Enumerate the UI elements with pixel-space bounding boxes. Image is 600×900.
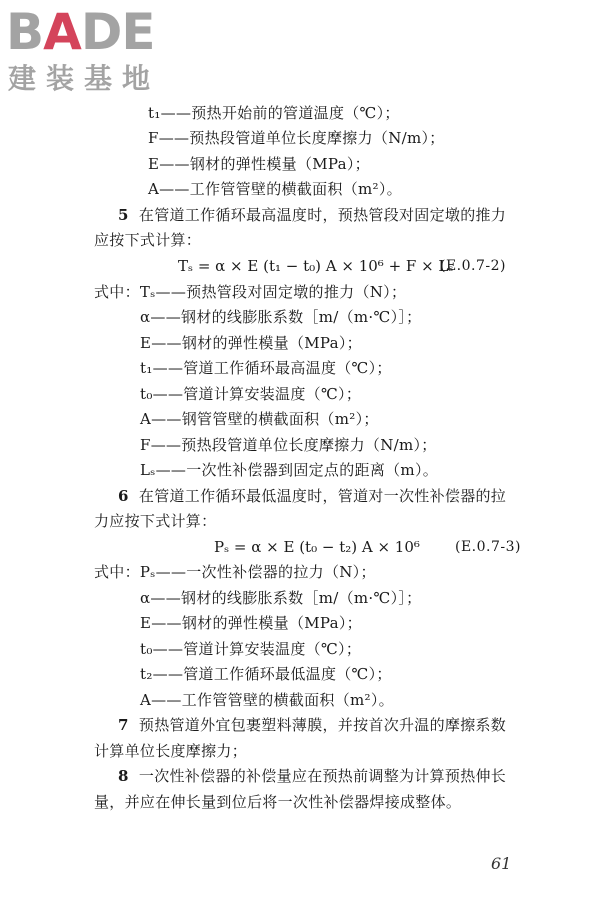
definition-line: A——工作管管壁的横截面积（m²）。 [140, 691, 394, 709]
formula-e073: Pₛ = α × E (t₀ − t₂) A × 10⁶ [214, 538, 420, 556]
definition-line: t₁——预热开始前的管道温度（℃）； [148, 104, 400, 122]
page-number: 61 [491, 854, 512, 873]
bade-logo [6, 2, 176, 102]
definition-line: E——钢材的弹性模量（MPa）； [140, 334, 362, 352]
definition-line: A——工作管管壁的横截面积（m²）。 [148, 180, 402, 198]
definition-line: α——钢材的线膨胀系数［m/（m·℃）］； [140, 589, 422, 607]
logo-subtitle: 建装基地 [8, 62, 161, 95]
clause-number: 7 [118, 716, 129, 734]
clause-8-text: 8 一次性补偿器的补偿量应在预热前调整为计算预热伸长 [118, 767, 507, 785]
definition-line: Lₛ——一次性补偿器到固定点的距离（m）。 [140, 461, 439, 479]
clause-5-text: 5 在管道工作循环最高温度时，预热管段对固定墩的推力 [118, 206, 507, 224]
definition-line: A——钢管管壁的横截面积（m²）； [140, 410, 379, 428]
definition-line: E——钢材的弹性模量（MPa）； [140, 614, 362, 632]
equation-number: (E.0.7-2) [440, 258, 506, 274]
where-line: 式中：Pₛ——一次性补偿器的拉力（N）； [94, 563, 376, 581]
clause-6-text-cont: 力应按下式计算： [94, 512, 217, 530]
clause-7-text: 7 预热管道外宜包裹塑料薄膜，并按首次升温的摩擦系数 [118, 716, 507, 734]
definition-line: F——预热段管道单位长度摩擦力（N/m）； [140, 436, 437, 454]
definition-line: t₀——管道计算安装温度（℃）； [140, 385, 362, 403]
definition-line: t₀——管道计算安装温度（℃）； [140, 640, 362, 658]
clause-number: 5 [118, 206, 129, 224]
definition-line: α——钢材的线膨胀系数［m/（m·℃）］； [140, 308, 422, 326]
where-line: 式中：Tₛ——预热管段对固定墩的推力（N）； [94, 283, 407, 301]
clause-6-text: 6 在管道工作循环最低温度时，管道对一次性补偿器的拉 [118, 487, 507, 505]
equation-number: (E.0.7-3) [455, 539, 521, 555]
clause-8-text-cont: 量，并应在伸长量到位后将一次性补偿器焊接成整体。 [94, 793, 462, 811]
definition-line: E——钢材的弹性模量（MPa）； [148, 155, 370, 173]
definition-line: t₂——管道工作循环最低温度（℃）； [140, 665, 392, 683]
definition-line: t₁——管道工作循环最高温度（℃）； [140, 359, 392, 377]
clause-7-text-cont: 计算单位长度摩擦力； [94, 742, 248, 760]
logo-brand-text: BADE [6, 3, 155, 61]
formula-e072: Tₛ = α × E (t₁ − t₀) A × 10⁶ + F × Lₛ [178, 257, 454, 275]
clause-5-text-cont: 应按下式计算： [94, 231, 202, 249]
clause-number: 6 [118, 487, 129, 505]
definition-line: F——预热段管道单位长度摩擦力（N/m）； [148, 129, 445, 147]
clause-number: 8 [118, 767, 129, 785]
